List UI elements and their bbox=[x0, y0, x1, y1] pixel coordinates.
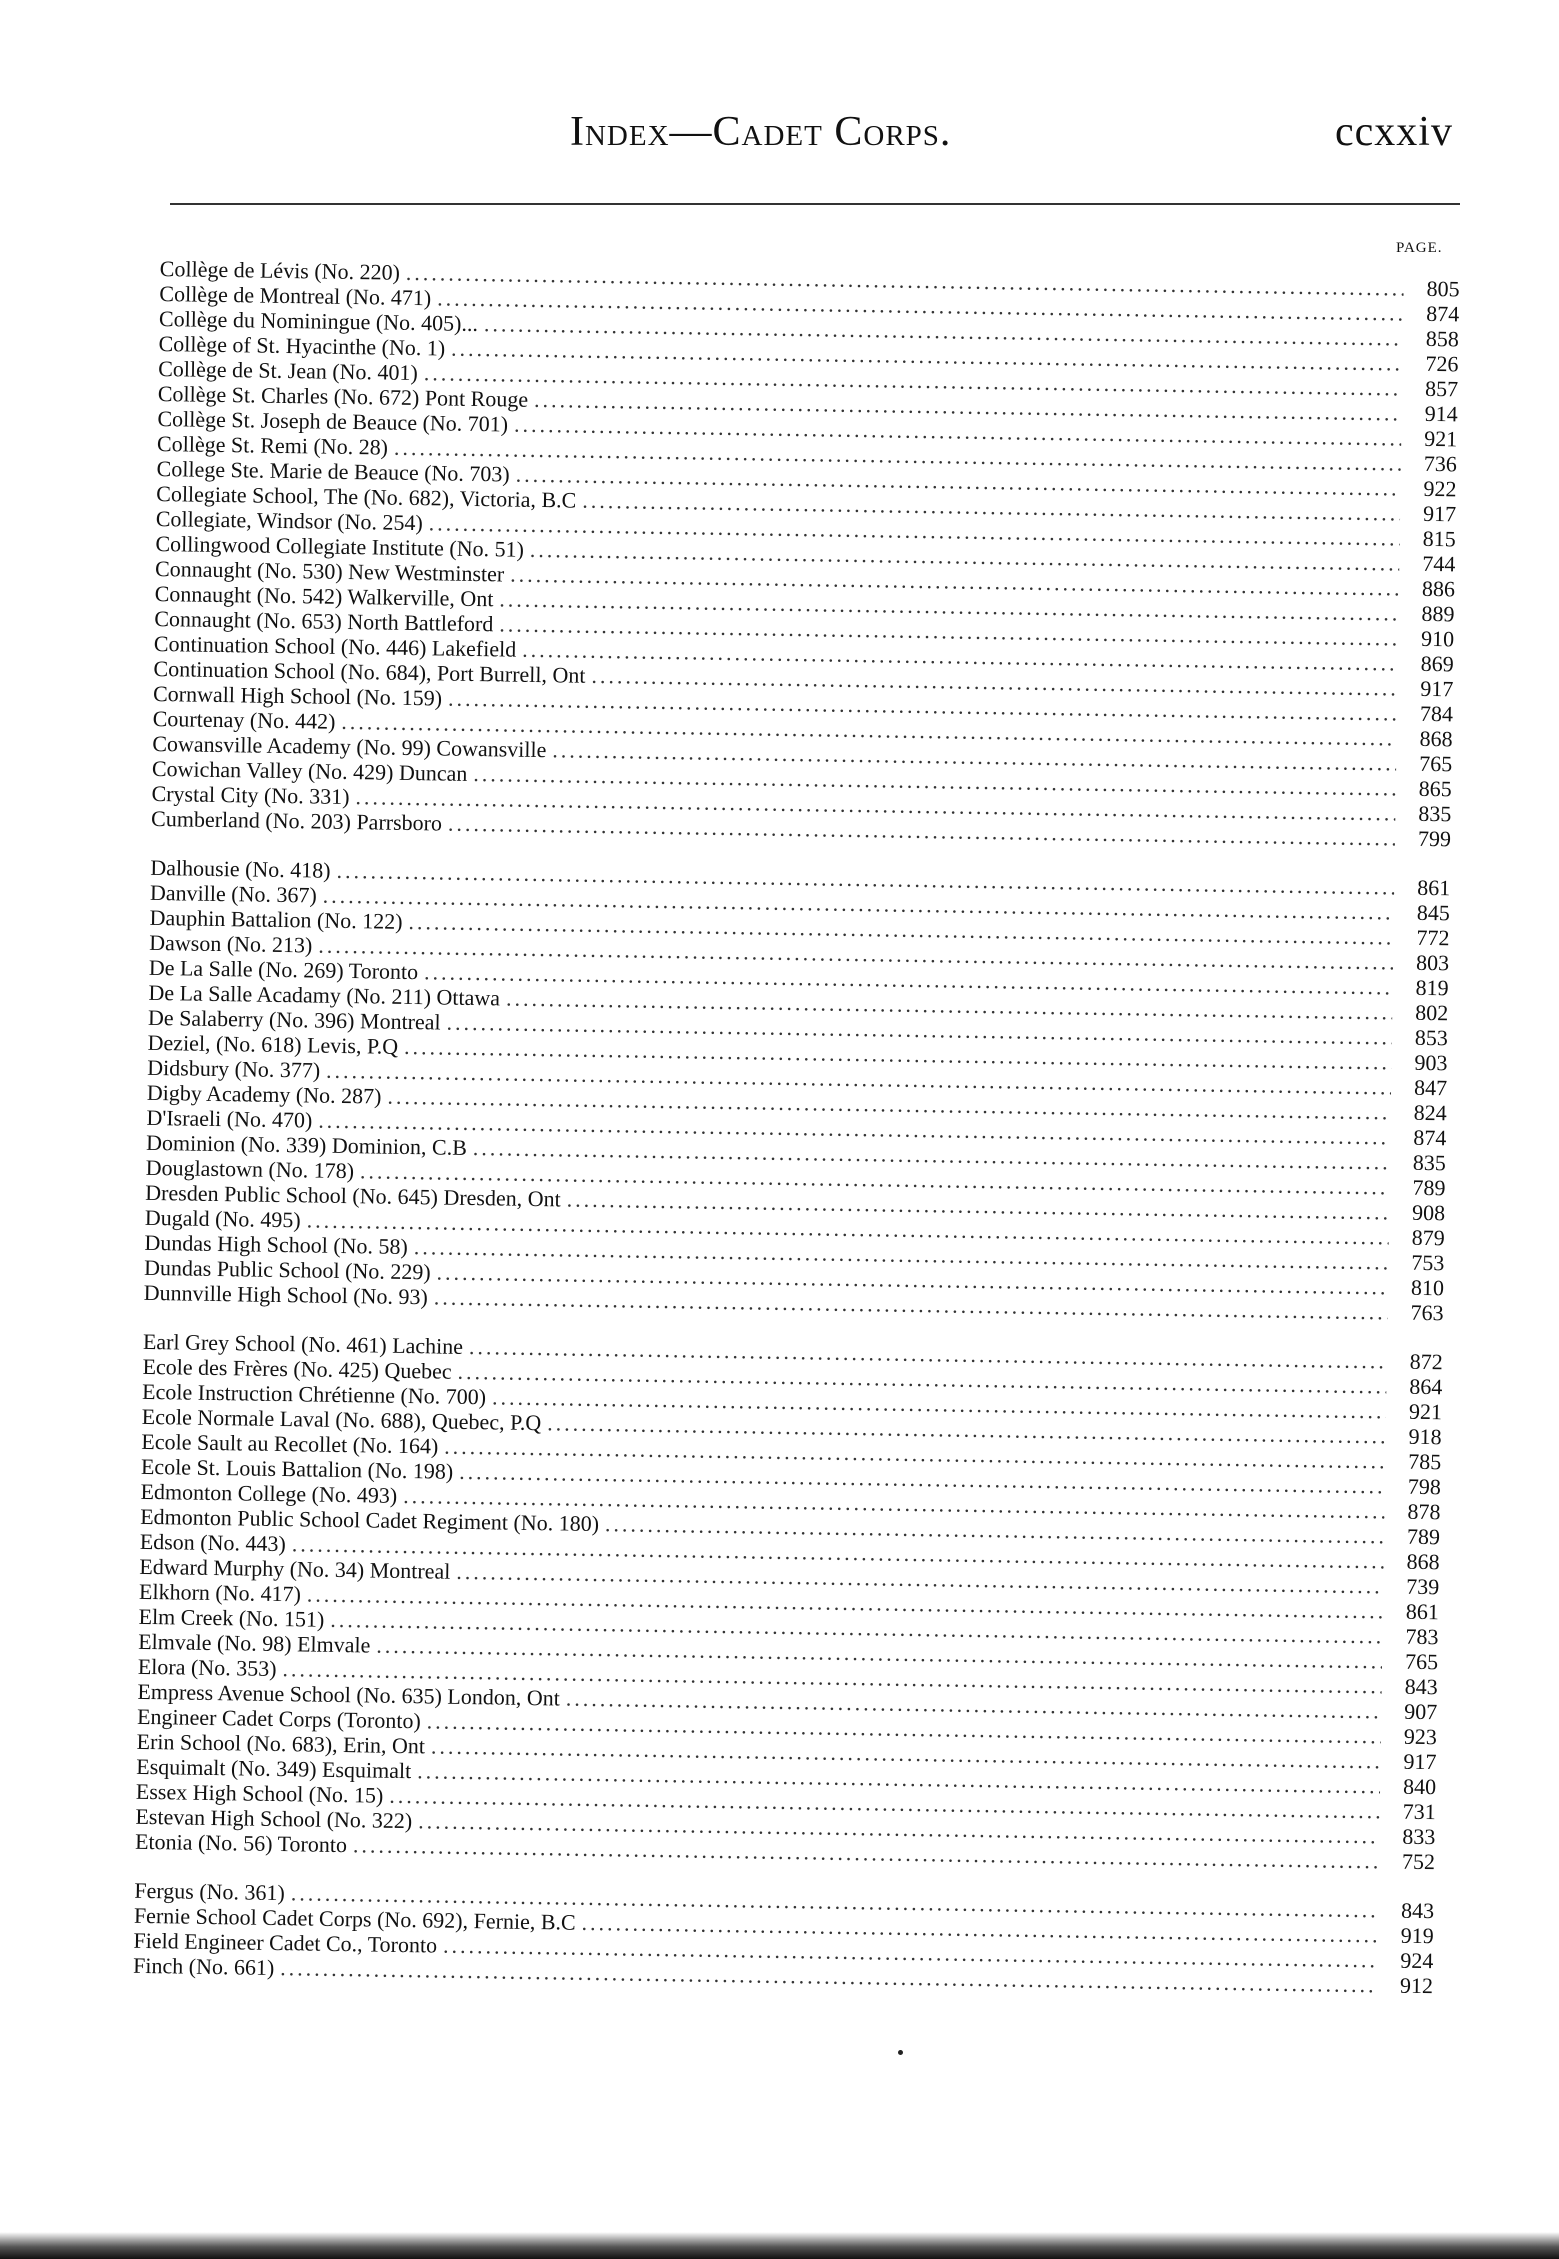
entry-name: Earl Grey School (No. 461) Lachine bbox=[142, 1328, 464, 1359]
entry-name: Edmonton Public School Cadet Regiment (No. 180) bbox=[140, 1503, 600, 1537]
entry-name: Edward Murphy (No. 34) Montreal bbox=[139, 1553, 451, 1584]
entry-name: Dugald (No. 495) bbox=[144, 1204, 301, 1233]
entry-name: College Ste. Marie de Beauce (No. 703) bbox=[156, 455, 510, 487]
entry-page-number: 914 bbox=[1424, 400, 1458, 427]
entry-name: De La Salle (No. 269) Toronto bbox=[148, 954, 419, 985]
entry-name: Crystal City (No. 331) bbox=[151, 780, 350, 810]
entry-name: Cornwall High School (No. 159) bbox=[152, 680, 443, 711]
index-group bbox=[133, 1878, 1434, 1998]
entry-page-number: 784 bbox=[1419, 700, 1454, 727]
entry-name: Danville (No. 367) bbox=[149, 879, 317, 908]
entry-name: Cowansville Academy (No. 99) Cowansville bbox=[152, 730, 547, 763]
entry-page-number: 835 bbox=[1418, 800, 1452, 827]
page-number: ccxxiv bbox=[1335, 109, 1453, 155]
page-bottom-edge bbox=[0, 2232, 1559, 2259]
entry-page-number: 819 bbox=[1415, 974, 1449, 1001]
entry-page-number: 785 bbox=[1408, 1448, 1442, 1475]
entry-name: Collegiate, Windsor (No. 254) bbox=[155, 505, 423, 536]
entry-page-number: 853 bbox=[1414, 1024, 1449, 1051]
entry-name: Erin School (No. 683), Erin, Ont bbox=[136, 1728, 426, 1759]
entry-page-number: 878 bbox=[1407, 1498, 1441, 1525]
entry-name: De La Salle Acadamy (No. 211) Ottawa bbox=[148, 979, 501, 1011]
entry-name: Collège de Lévis (No. 220) bbox=[159, 256, 401, 285]
entry-page-number: 840 bbox=[1402, 1773, 1437, 1800]
entry-name: Dundas High School (No. 58) bbox=[144, 1229, 409, 1260]
entry-name: Connaught (No. 653) North Battleford bbox=[154, 605, 494, 637]
entry-page-number: 731 bbox=[1402, 1798, 1436, 1825]
entry-page-number: 921 bbox=[1408, 1398, 1443, 1425]
entry-name: Collège St. Charles (No. 672) Pont Rouge bbox=[157, 380, 529, 412]
index-group bbox=[135, 1329, 1443, 1874]
entry-page-number: 889 bbox=[1421, 600, 1455, 627]
entry-page-number: 868 bbox=[1406, 1548, 1440, 1575]
entry-name: Engineer Cadet Corps (Toronto) bbox=[136, 1703, 422, 1734]
entry-page-number: 752 bbox=[1401, 1848, 1436, 1875]
entry-name: Collège de Montreal (No. 471) bbox=[159, 280, 432, 311]
entry-name: Esquimalt (No. 349) Esquimalt bbox=[136, 1753, 412, 1784]
entry-page-number: 799 bbox=[1417, 825, 1452, 852]
entry-page-number: 922 bbox=[1423, 475, 1457, 502]
entry-page-number: 845 bbox=[1416, 899, 1451, 926]
entry-name: Didsbury (No. 377) bbox=[147, 1054, 321, 1083]
entry-page-number: 868 bbox=[1419, 725, 1453, 752]
entry-page-number: 835 bbox=[1412, 1149, 1447, 1176]
entry-page-number: 874 bbox=[1426, 300, 1460, 327]
entry-page-number: 765 bbox=[1418, 750, 1453, 777]
entry-page-number: 919 bbox=[1400, 1922, 1434, 1949]
entry-name: Courtenay (No. 442) bbox=[152, 705, 336, 734]
entry-name: Essex High School (No. 15) bbox=[135, 1778, 384, 1808]
entry-name: Ecole Instruction Chrétienne (No. 700) bbox=[141, 1378, 487, 1410]
entry-name: Ecole des Frères (No. 425) Quebec bbox=[142, 1353, 452, 1384]
entry-page-number: 869 bbox=[1420, 650, 1454, 677]
entry-name: Collingwood Collegiate Institute (No. 51) bbox=[155, 530, 525, 562]
entry-page-number: 903 bbox=[1414, 1049, 1448, 1076]
index-group bbox=[151, 256, 1460, 851]
entry-name: De Salaberry (No. 396) Montreal bbox=[147, 1004, 441, 1035]
entry-name: Etonia (No. 56) Toronto bbox=[134, 1828, 348, 1858]
entry-name: Collège St. Joseph de Beauce (No. 701) bbox=[157, 405, 509, 437]
entry-page-number: 908 bbox=[1411, 1199, 1446, 1226]
page-column-label: PAGE. bbox=[1396, 240, 1443, 256]
entry-name: Collège St. Remi (No. 28) bbox=[156, 430, 389, 460]
entry-page-number: 736 bbox=[1423, 450, 1458, 477]
entry-page-number: 744 bbox=[1422, 550, 1456, 577]
entry-name: Dundas Public School (No. 229) bbox=[143, 1254, 431, 1285]
entry-name: Douglastown (No. 178) bbox=[145, 1154, 355, 1184]
entry-name: Dunnville High School (No. 93) bbox=[143, 1279, 429, 1310]
entry-page-number: 753 bbox=[1411, 1249, 1445, 1276]
entry-page-number: 917 bbox=[1420, 675, 1454, 702]
entry-page-number: 789 bbox=[1412, 1174, 1446, 1201]
entry-page-number: 763 bbox=[1410, 1299, 1444, 1326]
entry-page-number: 772 bbox=[1416, 924, 1450, 951]
entry-page-number: 872 bbox=[1409, 1348, 1443, 1375]
entry-page-number: 833 bbox=[1402, 1823, 1436, 1850]
entry-name: Dresden Public School (No. 645) Dresden, Ont bbox=[145, 1179, 561, 1212]
entry-page-number: 803 bbox=[1415, 949, 1450, 976]
entry-name: Connaught (No. 530) New Westminster bbox=[154, 555, 505, 587]
entry-name: Connaught (No. 542) Walkerville, Ont bbox=[154, 580, 494, 612]
entry-page-number: 864 bbox=[1409, 1373, 1443, 1400]
entry-name: Dauphin Battalion (No. 122) bbox=[149, 904, 403, 934]
entry-page-number: 865 bbox=[1418, 775, 1452, 802]
entry-name: Elkhorn (No. 417) bbox=[138, 1578, 302, 1607]
entry-name: Dominion (No. 339) Dominion, C.B bbox=[145, 1129, 468, 1160]
index-list bbox=[133, 256, 1460, 2022]
entry-page-number: 815 bbox=[1422, 525, 1456, 552]
entry-page-number: 843 bbox=[1404, 1673, 1438, 1700]
entry-name: Digby Academy (No. 287) bbox=[146, 1079, 382, 1109]
entry-name: Finch (No. 661) bbox=[132, 1952, 275, 1981]
entry-page-number: 921 bbox=[1424, 425, 1458, 452]
entry-name: Edson (No. 443) bbox=[139, 1528, 287, 1557]
entry-page-number: 802 bbox=[1415, 999, 1449, 1026]
entry-name: Cumberland (No. 203) Parrsboro bbox=[150, 805, 443, 836]
page-title: Index—Cadet Corps. bbox=[570, 109, 952, 155]
entry-page-number: 910 bbox=[1420, 625, 1455, 652]
entry-name: Collège of St. Hyacinthe (No. 1) bbox=[158, 330, 446, 361]
entry-name: Estevan High School (No. 322) bbox=[135, 1803, 413, 1834]
entry-name: Elora (No. 353) bbox=[137, 1653, 277, 1682]
entry-page-number: 857 bbox=[1424, 375, 1459, 402]
entry-name: Field Engineer Cadet Co., Toronto bbox=[133, 1927, 438, 1958]
entry-name: D'Israeli (No. 470) bbox=[146, 1104, 313, 1133]
entry-page-number: 783 bbox=[1405, 1623, 1439, 1650]
entry-page-number: 765 bbox=[1404, 1648, 1439, 1675]
entry-page-number: 739 bbox=[1406, 1573, 1440, 1600]
entry-name: Continuation School (No. 684), Port Burrell, Ont bbox=[153, 655, 586, 688]
entry-page-number: 861 bbox=[1405, 1598, 1440, 1625]
entry-name: Deziel, (No. 618) Levis, P.Q bbox=[147, 1029, 399, 1059]
entry-page-number: 847 bbox=[1413, 1074, 1448, 1101]
entry-page-number: 874 bbox=[1413, 1124, 1447, 1151]
entry-page-number: 805 bbox=[1426, 275, 1460, 302]
index-group bbox=[144, 855, 1451, 1325]
entry-name: Elm Creek (No. 151) bbox=[138, 1603, 325, 1632]
entry-page-number: 858 bbox=[1425, 325, 1460, 352]
entry-page-number: 810 bbox=[1410, 1274, 1445, 1301]
entry-name: Fergus (No. 361) bbox=[134, 1877, 286, 1906]
entry-page-number: 824 bbox=[1413, 1099, 1447, 1126]
entry-name: Fernie School Cadet Corps (No. 692), Fernie, B.C bbox=[133, 1902, 576, 1935]
entry-name: Dawson (No. 213) bbox=[149, 929, 313, 958]
entry-name: Elmvale (No. 98) Elmvale bbox=[138, 1628, 371, 1658]
entry-page-number: 923 bbox=[1403, 1723, 1438, 1750]
entry-name: Cowichan Valley (No. 429) Duncan bbox=[151, 755, 468, 786]
entry-page-number: 912 bbox=[1399, 1972, 1434, 1999]
entry-name: Ecole Normale Laval (No. 688), Quebec, P.Q bbox=[141, 1403, 542, 1436]
entry-name: Collège du Nominingue (No. 405)... bbox=[158, 305, 479, 337]
entry-page-number: 798 bbox=[1407, 1473, 1442, 1500]
entry-name: Empress Avenue School (No. 635) London, Ont bbox=[137, 1678, 561, 1711]
entry-page-number: 861 bbox=[1417, 874, 1451, 901]
entry-name: Edmonton College (No. 493) bbox=[140, 1478, 398, 1508]
entry-page-number: 918 bbox=[1408, 1423, 1442, 1450]
entry-page-number: 886 bbox=[1421, 575, 1456, 602]
entry-page-number: 917 bbox=[1403, 1748, 1437, 1775]
entry-page-number: 917 bbox=[1422, 500, 1457, 527]
entry-page-number: 924 bbox=[1400, 1947, 1434, 1974]
entry-name: Ecole Sault au Recollet (No. 164) bbox=[141, 1428, 439, 1459]
entry-page-number: 789 bbox=[1406, 1523, 1441, 1550]
ink-dot bbox=[898, 2050, 903, 2055]
entry-name: Continuation School (No. 446) Lakefield bbox=[153, 630, 517, 662]
entry-page-number: 843 bbox=[1400, 1897, 1435, 1924]
entry-name: Dalhousie (No. 418) bbox=[150, 854, 331, 883]
entry-page-number: 907 bbox=[1404, 1698, 1438, 1725]
entry-page-number: 726 bbox=[1425, 350, 1459, 377]
entry-name: Collegiate School, The (No. 682), Victoria, B.C bbox=[156, 480, 577, 513]
entry-name: Collège de St. Jean (No. 401) bbox=[158, 355, 419, 386]
entry-page-number: 879 bbox=[1411, 1224, 1445, 1251]
entry-name: Ecole St. Louis Battalion (No. 198) bbox=[140, 1453, 454, 1484]
header-rule bbox=[170, 203, 1460, 205]
